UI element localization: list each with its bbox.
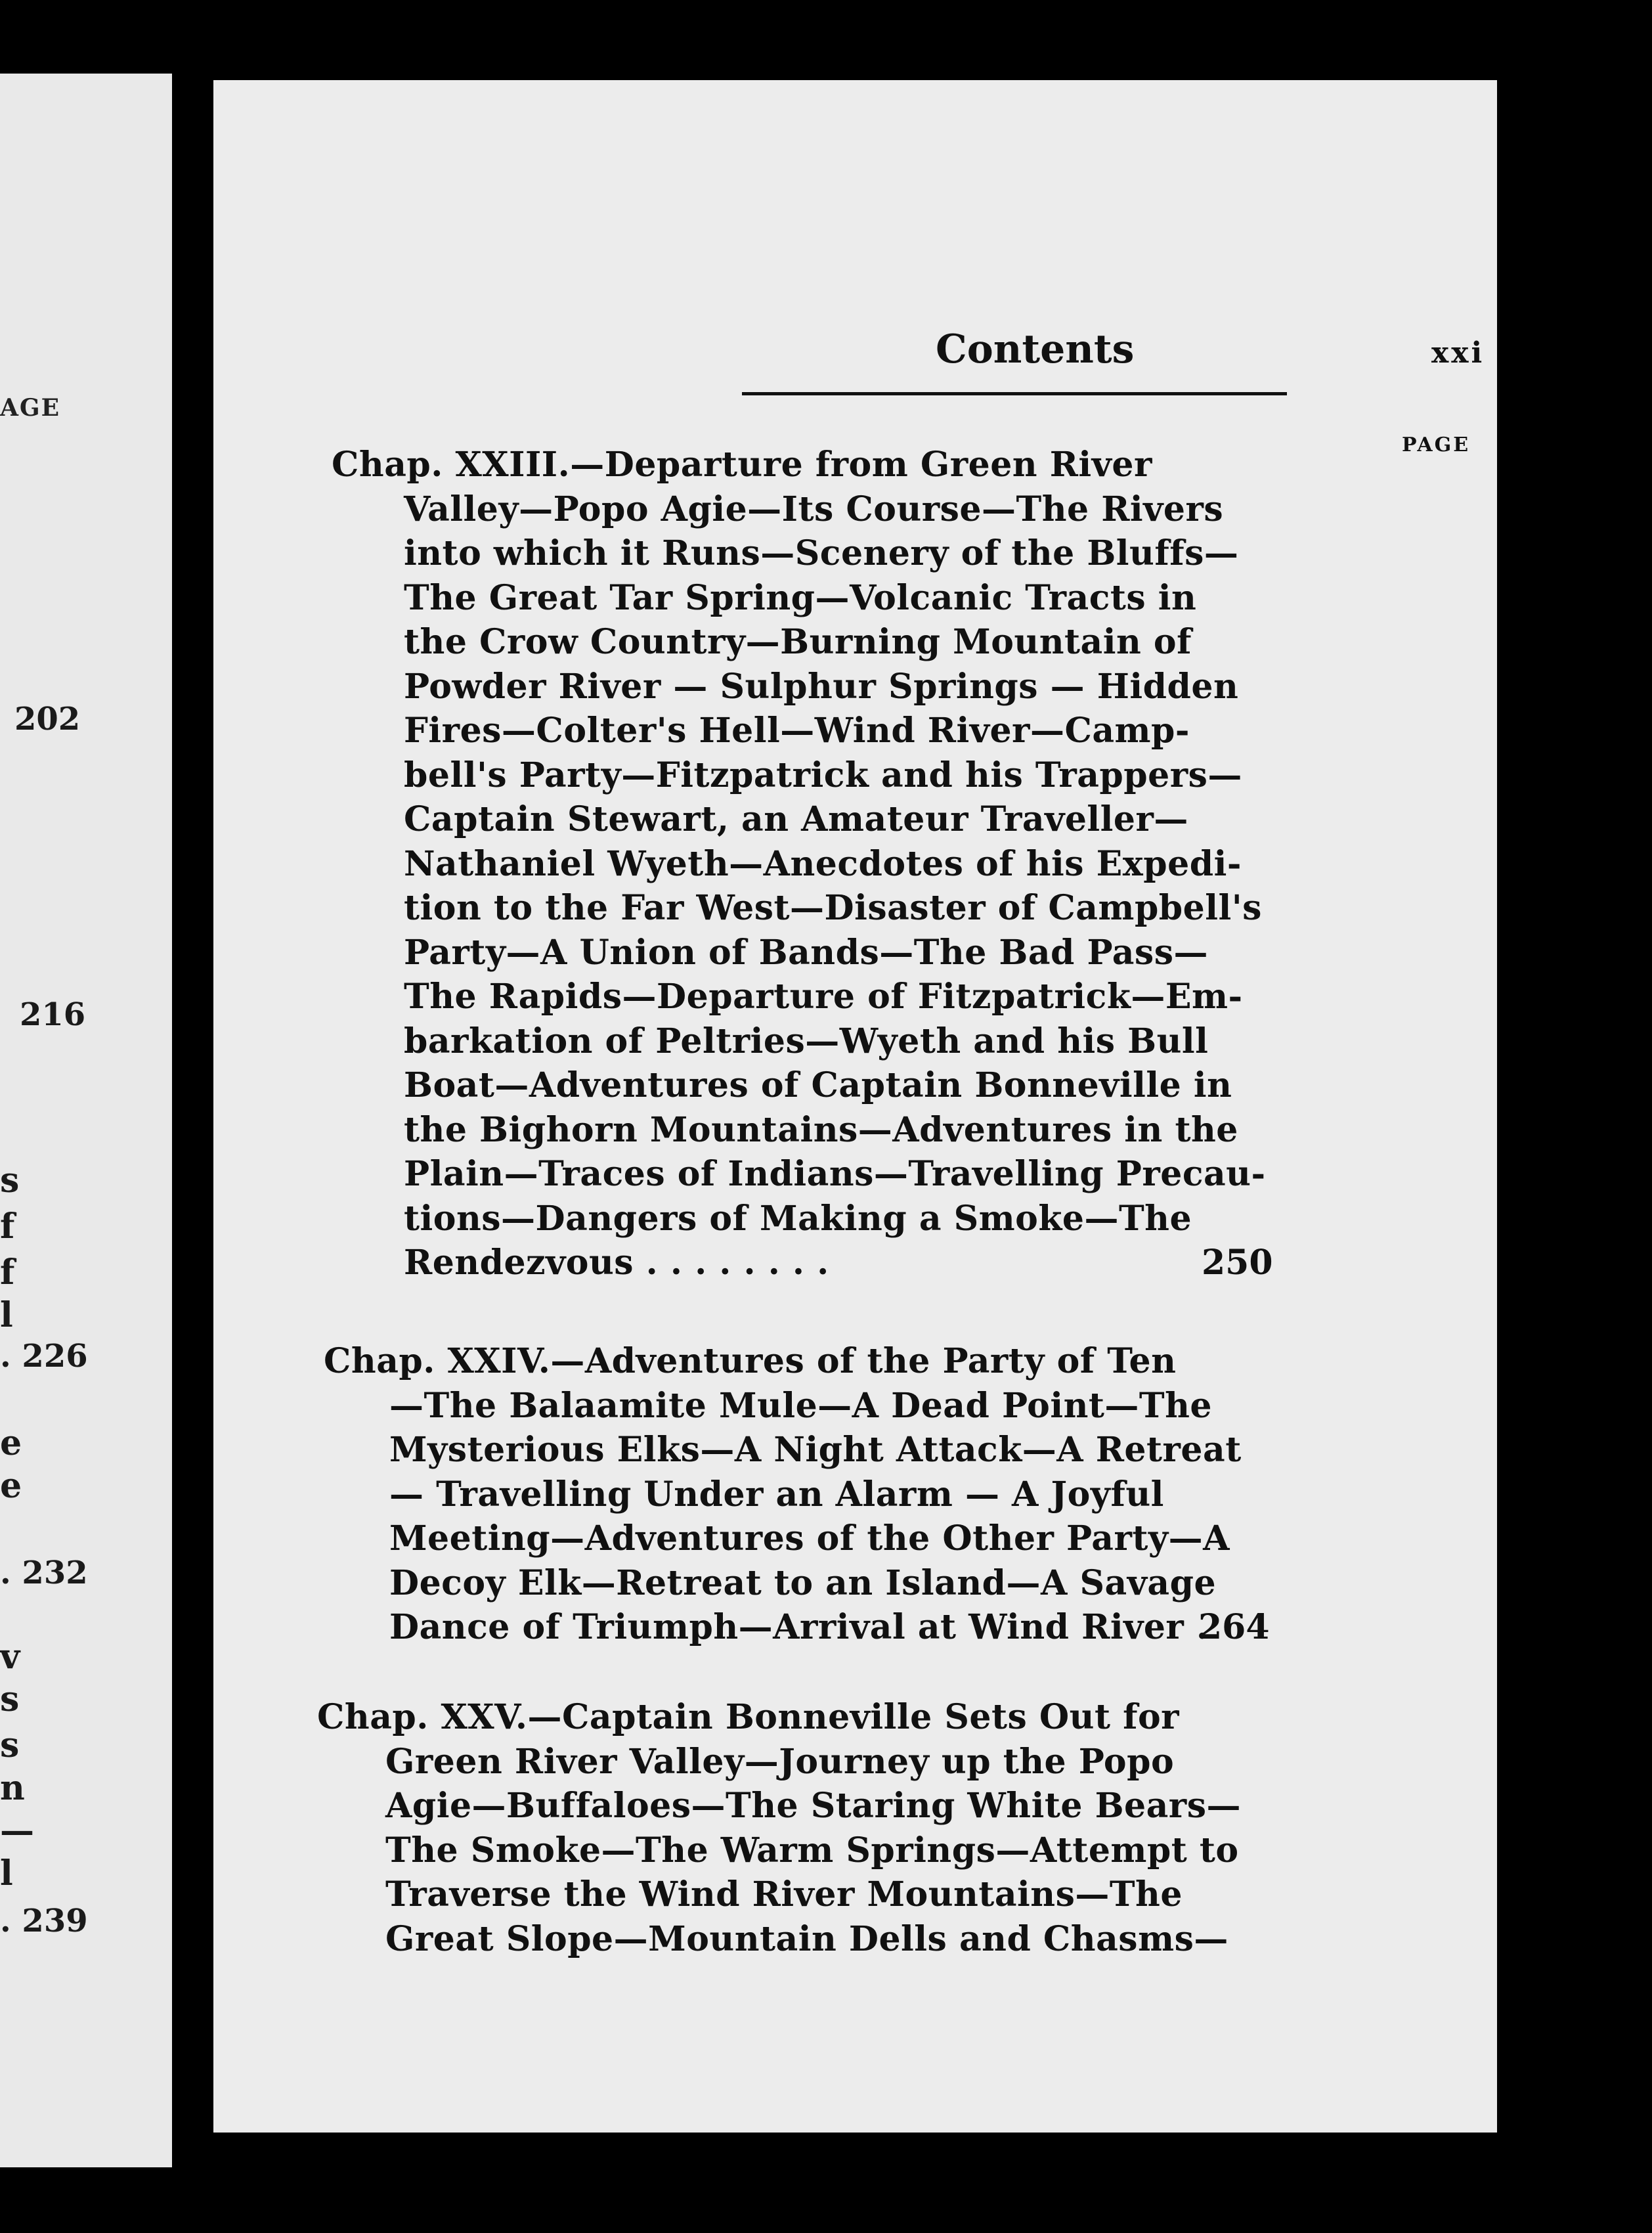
chapter-heading-line: Chap. XXIV.—Adventures of the Party of Ten bbox=[324, 1341, 1177, 1381]
chapter-summary-line: Decoy Elk—Retreat to an Island—A Savage bbox=[389, 1562, 1217, 1603]
header-rule bbox=[742, 392, 1287, 395]
running-head: Contents bbox=[936, 326, 1135, 372]
previous-page-number: . 232 bbox=[0, 1555, 88, 1591]
chapter-summary-line: The Great Tar Spring—Volcanic Tracts in bbox=[404, 577, 1197, 618]
chapter-summary-line: bell's Party—Fitzpatrick and his Trappers— bbox=[404, 755, 1242, 795]
chapter-summary-line: tion to the Far West—Disaster of Campbell's bbox=[404, 888, 1262, 928]
chapter-summary-line: Fires—Colter's Hell—Wind River—Camp- bbox=[404, 711, 1190, 751]
previous-page-fragment: e bbox=[0, 1466, 22, 1506]
chapter-summary-line: The Rapids—Departure of Fitzpatrick—Em- bbox=[404, 977, 1243, 1017]
chapter-summary-line: The Smoke—The Warm Springs—Attempt to bbox=[385, 1830, 1239, 1870]
chapter-summary-line: into which it Runs—Scenery of the Bluffs— bbox=[404, 533, 1239, 573]
previous-page-fragment: f bbox=[0, 1206, 15, 1247]
chapter-summary-line: Great Slope—Mountain Dells and Chasms— bbox=[385, 1918, 1228, 1959]
previous-page-fragment: e bbox=[0, 1423, 22, 1463]
chapter-summary-line: Powder River — Sulphur Springs — Hidden bbox=[404, 666, 1239, 707]
chapter-summary-line: Green River Valley—Journey up the Popo bbox=[385, 1741, 1175, 1782]
previous-page-fragment: s bbox=[0, 1679, 20, 1719]
chapter-summary-line: Traverse the Wind River Mountains—The bbox=[385, 1874, 1183, 1914]
chapter-summary-line: Rendezvous . . . . . . . . bbox=[404, 1243, 829, 1283]
chapter-summary-line: tions—Dangers of Making a Smoke—The bbox=[404, 1198, 1192, 1239]
chapter-summary-line: Mysterious Elks—A Night Attack—A Retreat bbox=[389, 1430, 1242, 1470]
previous-page-column-label: AGE bbox=[0, 394, 61, 422]
previous-page-fragment: s bbox=[0, 1725, 20, 1765]
previous-page-fragment: n bbox=[0, 1768, 25, 1808]
previous-page-fragment: l bbox=[0, 1295, 13, 1335]
chapter-summary-line: Agie—Buffaloes—The Staring White Bears— bbox=[385, 1786, 1241, 1826]
previous-page-fragment: v bbox=[0, 1637, 20, 1677]
contents-page bbox=[213, 80, 1497, 2133]
chapter-summary-line: Meeting—Adventures of the Other Party—A bbox=[389, 1518, 1230, 1559]
chapter-summary-line: Boat—Adventures of Captain Bonneville in bbox=[404, 1065, 1232, 1105]
chapter-page-number: 264 bbox=[1198, 1607, 1270, 1647]
chapter-summary-line: — Travelling Under an Alarm — A Joyful bbox=[389, 1474, 1164, 1514]
chapter-summary-line: Plain—Traces of Indians—Travelling Precau- bbox=[404, 1154, 1266, 1194]
page-folio: xxi bbox=[1431, 336, 1485, 370]
previous-page-number: 202 bbox=[14, 701, 81, 738]
previous-page-edge bbox=[0, 74, 172, 2167]
page-column-label: PAGE bbox=[1402, 433, 1471, 456]
chapter-summary-line: the Crow Country—Burning Mountain of bbox=[404, 622, 1192, 662]
chapter-summary-line: the Bighorn Mountains—Adventures in the bbox=[404, 1109, 1238, 1150]
previous-page-fragment: f bbox=[0, 1252, 15, 1293]
chapter-summary-line: Dance of Triumph—Arrival at Wind River . bbox=[389, 1607, 1209, 1647]
chapter-page-number: 250 bbox=[1202, 1243, 1273, 1283]
previous-page-number: . 239 bbox=[0, 1903, 88, 1939]
chapter-summary-line: Captain Stewart, an Amateur Traveller— bbox=[404, 799, 1188, 839]
chapter-summary-line: Party—A Union of Bands—The Bad Pass— bbox=[404, 932, 1208, 973]
previous-page-fragment: s bbox=[0, 1161, 20, 1201]
chapter-summary-line: Valley—Popo Agie—Its Course—The Rivers bbox=[404, 489, 1224, 529]
chapter-heading-line: Chap. XXV.—Captain Bonneville Sets Out for bbox=[317, 1697, 1180, 1737]
previous-page-fragment: — bbox=[0, 1811, 34, 1851]
chapter-summary-line: —The Balaamite Mule—A Dead Point—The bbox=[389, 1385, 1212, 1426]
chapter-summary-line: Nathaniel Wyeth—Anecdotes of his Expedi- bbox=[404, 843, 1242, 884]
previous-page-fragment: l bbox=[0, 1853, 13, 1893]
previous-page-number: 216 bbox=[20, 996, 86, 1033]
chapter-heading-line: Chap. XXIII.—Departure from Green River bbox=[332, 445, 1152, 485]
chapter-summary-line: barkation of Peltries—Wyeth and his Bull bbox=[404, 1021, 1209, 1061]
previous-page-number: . 226 bbox=[0, 1338, 88, 1375]
